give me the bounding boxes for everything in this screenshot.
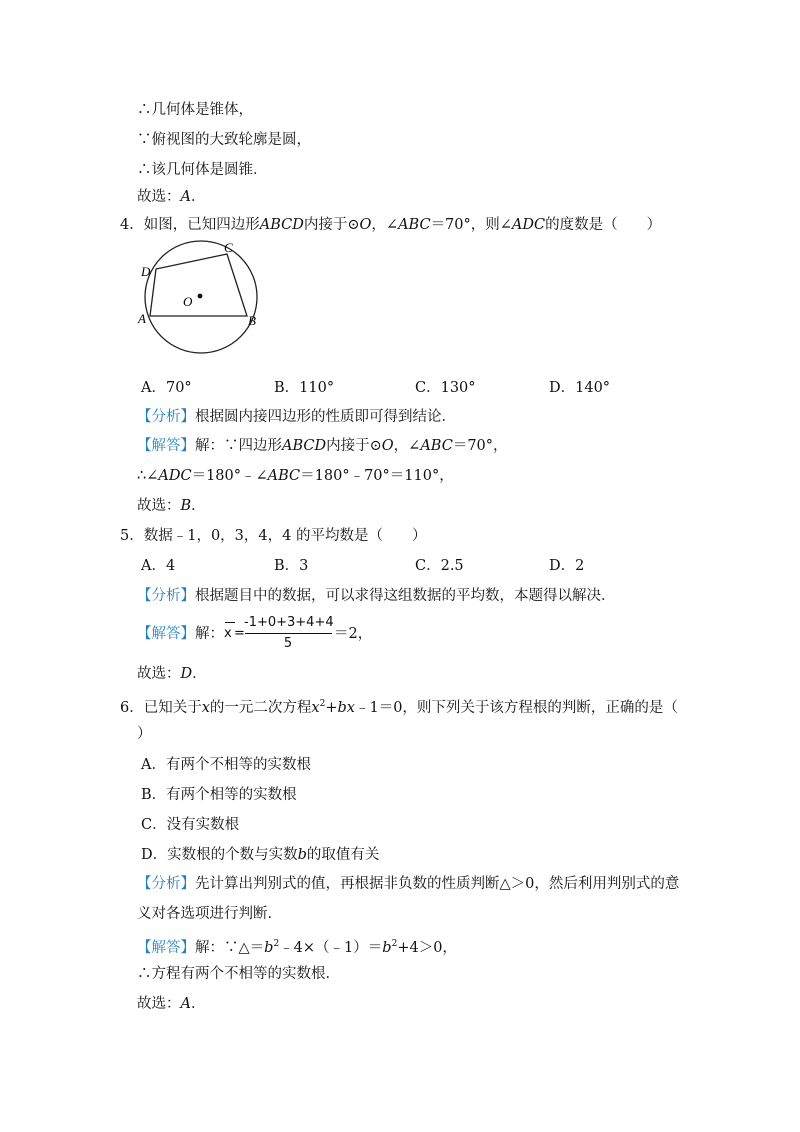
q4-option-d: D．140° <box>549 380 611 396</box>
q6-option-c: C．没有实数根 <box>141 817 240 833</box>
q5-result: ＝2， <box>334 626 373 642</box>
fraction-denominator: 5 <box>283 636 293 651</box>
q5-option-a: A．4 <box>141 558 176 574</box>
q6-option-a: A．有两个不相等的实数根 <box>141 757 311 773</box>
q6-analysis-line-1: 【分析】先计算出判别式的值，再根据非负数的性质判断△＞0，然后利用判别式的意 <box>137 876 680 892</box>
quadrilateral-abcd <box>150 254 247 316</box>
q6-solution-line-1: 【解答】解：$\because\triangle=b^2﹣4\times(﹣1)=b^2+4>0$， <box>137 939 457 956</box>
equals-sign: = <box>234 626 245 641</box>
label-o: O <box>183 294 193 309</box>
q5-option-c: C．2.5 <box>415 558 464 574</box>
q5-number: 5． <box>120 528 144 544</box>
q4-option-b: B．110° <box>274 380 335 396</box>
fraction-bar <box>245 633 332 634</box>
xbar-symbol: x <box>224 626 232 641</box>
label-a: A <box>138 311 146 326</box>
q4-stem: 4．如图，已知四边形ABCD内接于⊙O，∠ABC＝70°，则∠ADC的度数是（ ） <box>120 217 662 233</box>
q6-solution-line-2: ∴方程有两个不相等的实数根． <box>137 966 340 982</box>
fraction-numerator: -1+0+3+4+4 <box>244 615 334 630</box>
q6-analysis-line-2: 义对各选项进行判断． <box>137 906 282 922</box>
label-c: C <box>224 240 233 255</box>
analysis-tag: 【分析】 <box>137 409 195 425</box>
q4-option-c: C．130° <box>415 380 476 396</box>
prev-line-1: ∴几何体是锥体， <box>137 102 253 118</box>
q5-stem: 5．数据﹣1，0，3，4，4 的平均数是（ ） <box>120 528 427 544</box>
q4-circle-figure <box>136 238 266 356</box>
q5-solution: 【解答】解： <box>137 626 224 642</box>
q4-solution-line-1: 【解答】解：∵四边形ABCD内接于⊙O，∠ABC＝70°， <box>137 438 508 454</box>
analysis-tag: 【分析】 <box>137 588 195 604</box>
solution-tag: 【解答】 <box>137 939 195 956</box>
q4-answer: 故选：B． <box>137 498 206 514</box>
label-b: B <box>248 313 256 328</box>
solution-tag: 【解答】 <box>137 438 195 454</box>
q5-analysis: 【分析】根据题目中的数据，可以求得这组数据的平均数，本题得以解决． <box>137 588 616 604</box>
q6-number: 6． <box>120 699 144 716</box>
q6-stem-cont: ） <box>137 726 152 742</box>
prev-line-3: ∴该几何体是圆锥． <box>137 162 268 178</box>
solution-tag: 【解答】 <box>137 626 195 642</box>
q4-solution-line-2: ∴∠ADC＝180°﹣∠ABC＝180°﹣70°＝110°， <box>137 468 454 484</box>
q5-option-b: B．3 <box>274 558 309 574</box>
center-point <box>198 294 203 299</box>
q4-option-a: A．70° <box>141 380 192 396</box>
q6-option-b: B．有两个相等的实数根 <box>141 787 297 803</box>
q5-option-d: D．2 <box>549 558 585 574</box>
q5-answer: 故选：D． <box>137 666 207 682</box>
q4-number: 4． <box>120 217 144 233</box>
analysis-tag: 【分析】 <box>137 876 195 892</box>
q6-option-d: D．实数根的个数与实数b的取值有关 <box>141 847 380 863</box>
prev-answer: 故选：A． <box>137 189 206 205</box>
q6-answer: 故选：A． <box>137 996 206 1012</box>
prev-line-2: ∵俯视图的大致轮廓是圆， <box>137 132 311 148</box>
label-d: D <box>141 264 151 279</box>
q6-stem: 6．已知关于x的一元二次方程$x^2+bx﹣1=0$，则下列关于该方程根的判断，正确的是（ <box>120 699 678 716</box>
xbar-overline <box>225 622 235 623</box>
q4-analysis: 【分析】根据圆内接四边形的性质即可得到结论． <box>137 409 456 425</box>
